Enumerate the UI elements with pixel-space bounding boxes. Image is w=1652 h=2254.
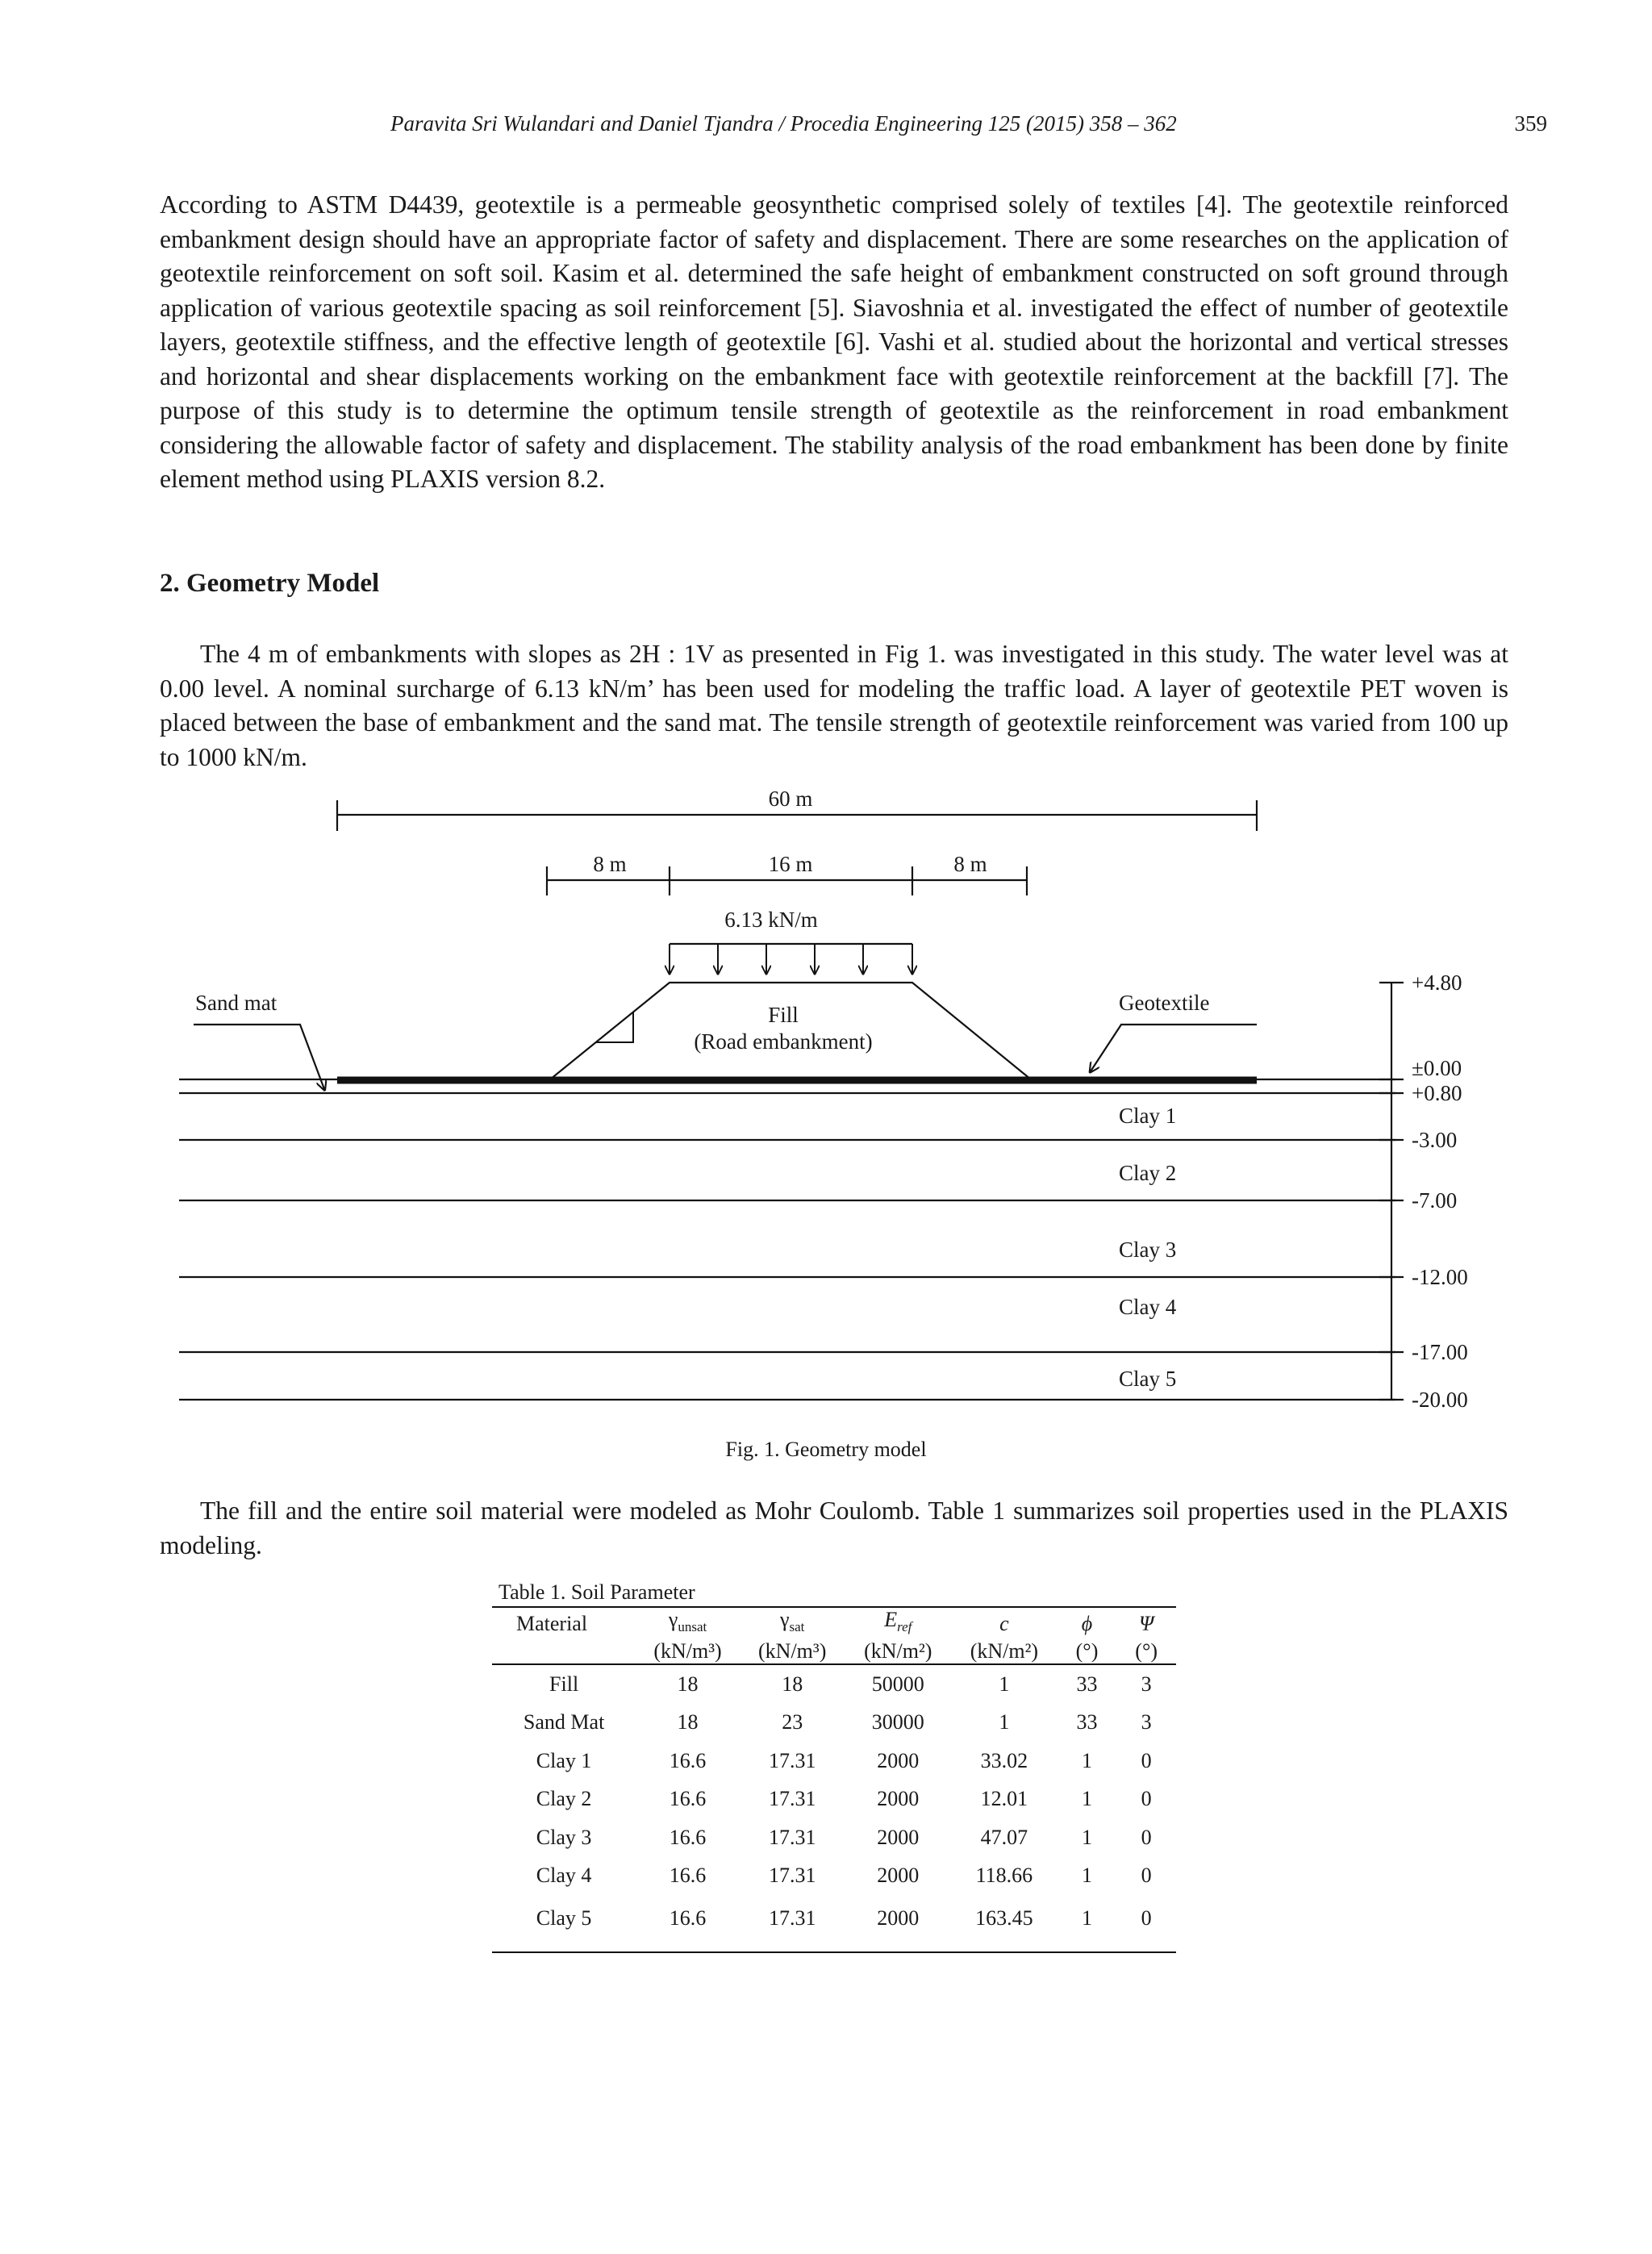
unit-eref: (kN/m²) xyxy=(845,1639,952,1664)
table-unit-row xyxy=(492,1639,1176,1664)
surcharge-label: 6.13 kN/m xyxy=(724,908,818,932)
elev-label: ±0.00 xyxy=(1412,1056,1462,1080)
header-gamma-unsat: $\gamma_{unsat}$ xyxy=(636,1607,740,1639)
unit-gamma-sat: (kN/m³) xyxy=(740,1639,845,1664)
header-gamma-sat: $\gamma_{sat}$ xyxy=(740,1607,845,1639)
table-row: Sand Mat 18 23 30000 1 33 3 xyxy=(523,1710,1152,1734)
geometry-paragraph: The 4 m of embankments with slopes as 2H : 1V as presented in Fig 1. was investigated in this study. The water level was at 0.00 level. A nominal surcharge of 6.13 kN/m’ has been used for modeling the traffic load. A layer of geotextile PET woven is placed between the base of embankment and the sand mat. The tensile strength of geotextile reinforcement was varied from 100 up to 1000 kN/m. xyxy=(160,640,1508,771)
geometry-figure xyxy=(0,774,1652,1436)
sand-mat-label: Sand mat xyxy=(195,991,277,1015)
table-header-row xyxy=(492,1607,1176,1639)
header-phi: ϕ xyxy=(1058,1607,1117,1639)
surcharge-arrows xyxy=(670,944,912,973)
page-number: 359 xyxy=(1514,111,1547,136)
dim-60m-label: 60 m xyxy=(768,787,813,811)
header-material: Material xyxy=(492,1607,636,1639)
running-title: Paravita Sri Wulandari and Daniel Tjandra / Procedia Engineering 125 (2015) 358 – 362 xyxy=(390,111,1177,136)
intro-paragraph: According to ASTM D4439, geotextile is a permeable geosynthetic comprised solely of textiles [4]. The geotextile reinforced embankment design should have an appropriate factor of safety and displacement. There are some researches on the application of geotextile reinforcement on soft soil. Kasim et al. determined the safe height of embankment constructed on soft ground through application of various geotextile spacing as soil reinforcement [5]. Siavoshnia et al. investigated the effect of number of geotextile layers, geotextile stiffness, and the effective length of geotextile [6]. Vashi et al. studied about the horizontal and vertical stresses and horizontal and shear displacements working on the embankment face with geotextile reinforcement at the backfill [7]. The purpose of this study is to determine the optimum tensile strength of geotextile as the reinforcement in road embankment considering the allowable factor of safety and displacement. The stability analysis of the road embankment has been done by finite element method using PLAXIS version 8.2. xyxy=(160,190,1508,493)
geotextile-label: Geotextile xyxy=(1119,991,1210,1015)
layer-label-clay2: Clay 2 xyxy=(1119,1161,1177,1185)
table-row: Clay 4 16.6 17.31 2000 118.66 1 0 xyxy=(536,1864,1152,1888)
unit-c: (kN/m²) xyxy=(951,1639,1058,1664)
layer-label-clay3: Clay 3 xyxy=(1119,1238,1177,1262)
unit-phi: (°) xyxy=(1058,1639,1117,1664)
elev-label: -3.00 xyxy=(1412,1128,1458,1152)
layer-label-clay1: Clay 1 xyxy=(1119,1104,1177,1128)
table-row: Clay 3 16.6 17.31 2000 47.07 1 0 xyxy=(536,1825,1152,1849)
page-header xyxy=(0,111,1652,144)
header-eref: $E_{ref}$ xyxy=(845,1607,952,1639)
section-heading: 2. Geometry Model xyxy=(160,569,380,598)
geotextile-leader xyxy=(1091,1025,1257,1071)
table-title: Table 1. Soil Parameter xyxy=(499,1580,695,1604)
fill-label: Fill xyxy=(768,1003,799,1027)
elev-label: -17.00 xyxy=(1412,1340,1468,1364)
figure-caption: Fig. 1. Geometry model xyxy=(725,1438,927,1461)
dim-16m-label: 16 m xyxy=(768,852,813,876)
header-psi: Ψ xyxy=(1116,1607,1176,1639)
elev-label: -12.00 xyxy=(1412,1265,1468,1289)
table-row: Clay 1 16.6 17.31 2000 33.02 1 0 xyxy=(536,1748,1152,1772)
table xyxy=(492,1606,1176,1953)
elev-label: -20.00 xyxy=(1412,1388,1468,1412)
table-row: Clay 5 16.6 17.31 2000 163.45 1 0 xyxy=(492,1895,1176,1952)
table-row: Clay 2 16.6 17.31 2000 12.01 1 0 xyxy=(536,1787,1152,1811)
dim-8m-left-label: 8 m xyxy=(593,852,627,876)
elev-label: +0.80 xyxy=(1412,1081,1462,1105)
fill-sublabel: (Road embankment) xyxy=(694,1029,873,1054)
elev-label: -7.00 xyxy=(1412,1188,1458,1213)
modeling-paragraph: The fill and the entire soil material were modeled as Mohr Coulomb. Table 1 summarizes soil properties used in the PLAXIS modeling. xyxy=(160,1496,1508,1559)
header-c: c xyxy=(951,1607,1058,1639)
layer-label-clay4: Clay 4 xyxy=(1119,1295,1177,1319)
elev-label: +4.80 xyxy=(1412,970,1462,995)
soil-parameter-table xyxy=(492,1579,1176,1953)
dim-8m-right-label: 8 m xyxy=(953,852,987,876)
table-row: Fill 18 18 50000 1 33 3 xyxy=(549,1672,1152,1696)
unit-gamma-unsat: (kN/m³) xyxy=(636,1639,740,1664)
unit-psi: (°) xyxy=(1116,1639,1176,1664)
layer-label-clay5: Clay 5 xyxy=(1119,1367,1177,1391)
